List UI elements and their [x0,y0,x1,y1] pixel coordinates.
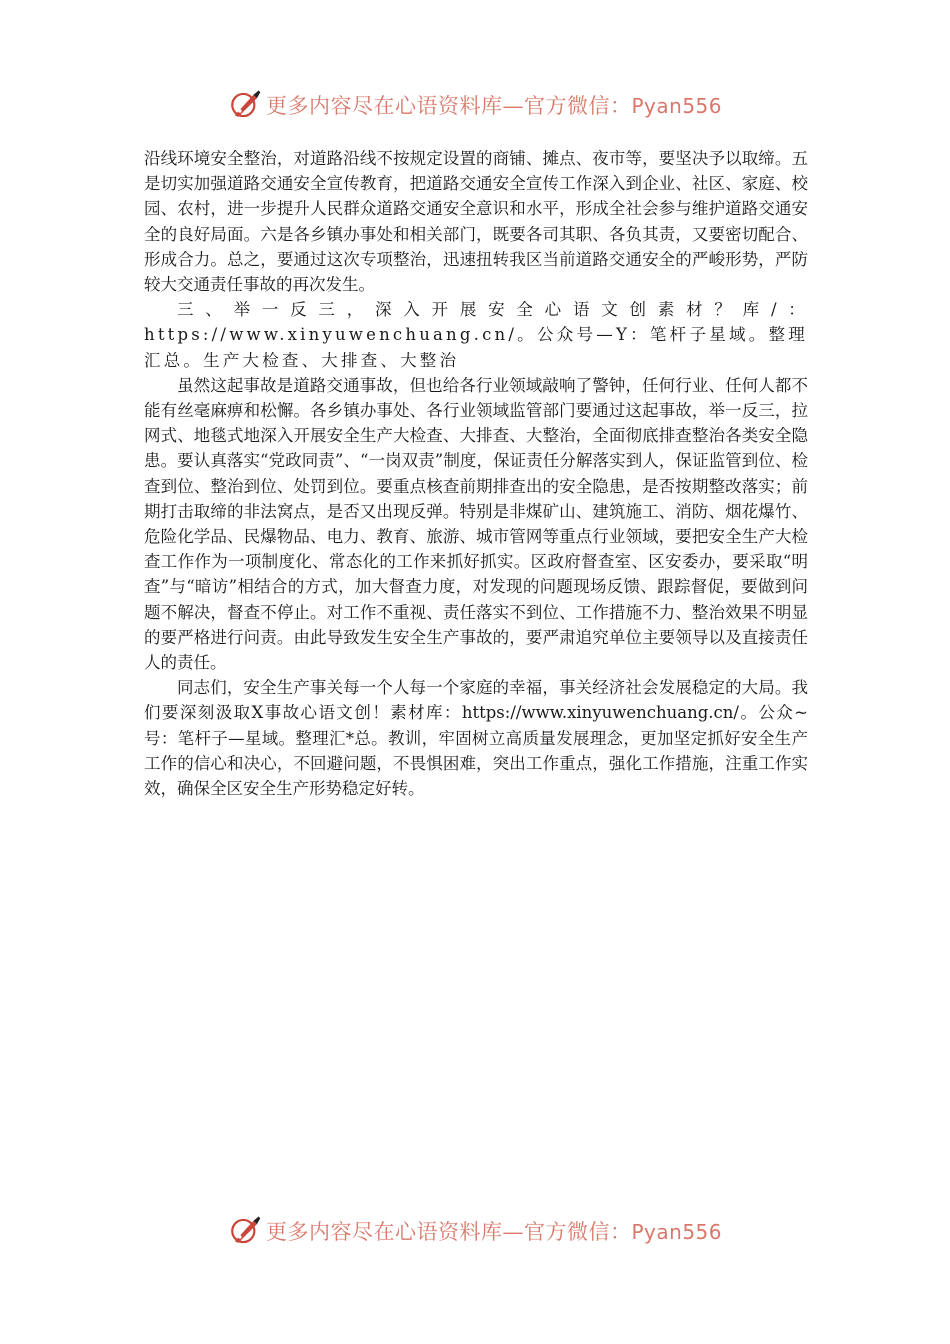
banner-contact: Pyan556 [631,94,722,118]
footer-banner [0,1208,950,1254]
banner-text: 更多内容尽在心语资料库—官方微信：Pyan556 [265,94,722,118]
banner-text: 更多内容尽在心语资料库—官方微信：Pyan556 [265,1220,722,1244]
banner-contact: Pyan556 [631,1220,722,1244]
section-heading-3: 三、举一反三，深入开展安全心语文创素材？库/：https://www.xinyuwenchuang.cn/。公众号—Y：笔杆子星域。整理汇总。生产大检查、大排查、大整治 [144,300,808,370]
document-body [144,146,808,801]
paragraph-3: 同志们，安全生产事关每一个人每一个家庭的幸福，事关经济社会发展稳定的大局。我们要深刻汲取X事故心语文创！素材库：https://www.xinyuwenchuang.cn/。公众~号：笔杆子—星域。整理汇*总。教训，牢固树立高质量发展理念，更加坚定抓好安全生产工作的信心和决心，不回避问题，不畏惧困难，突出工作重点，强化工作措施，注重工作实效，确保全区安全生产形势稳定好转。 [144,678,808,799]
pen-nib-logo-icon [228,88,262,122]
header-banner [0,82,950,128]
pen-nib-logo-icon [228,1214,262,1248]
paragraph-1: 沿线环境安全整治，对道路沿线不按规定设置的商铺、摊点、夜市等，要坚决予以取缔。五是切实加强道路交通安全宣传教育，把道路交通安全宣传工作深入到企业、社区、家庭、校园、农村，进一步提升人民群众道路交通安全意识和水平，形成全社会参与维护道路交通安全的良好局面。六是各乡镇办事处和相关部门，既要各司其职、各负其责，又要密切配合、形成合力。总之，要通过这次专项整治，迅速扭转我区当前道路交通安全的严峻形势，严防较大交通责任事故的再次发生。 [144,149,808,295]
paragraph-2: 虽然这起事故是道路交通事故，但也给各行业领域敲响了警钟，任何行业、任何人都不能有丝毫麻痹和松懈。各乡镇办事处、各行业领域监管部门要通过这起事故，举一反三，拉网式、地毯式地深入开展安全生产大检查、大排查、大整治，全面彻底排查整治各类安全隐患。要认真落实“党政同责”、“一岗双责”制度，保证责任分解落实到人，保证监管到位、检查到位、整治到位、处罚到位。要重点核查前期排查出的安全隐患，是否按期整改落实；前期打击取缔的非法窝点，是否又出现反弹。特别是非煤矿山、建筑施工、消防、烟花爆竹、危险化学品、民爆物品、电力、教育、旅游、城市管网等重点行业领域，要把安全生产大检查工作作为一项制度化、常态化的工作来抓好抓实。区政府督查室、区安委办，要采取“明查”与“暗访”相结合的方式，加大督查力度，对发现的问题现场反馈、跟踪督促，要做到问题不解决，督查不停止。对工作不重视、责任落实不到位、工作措施不力、整治效果不明显的要严格进行问责。由此导致发生安全生产事故的，要严肃追究单位主要领导以及直接责任人的责任。 [144,375,808,673]
